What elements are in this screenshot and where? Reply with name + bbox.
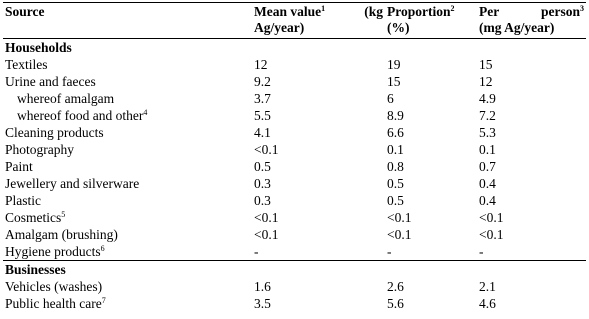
cell-source: Photography <box>5 142 74 157</box>
cell-source: Public health care$^7$ <box>5 296 106 311</box>
cell-mean-value: <0.1 <box>254 210 279 225</box>
cell-per-person: 0.4 <box>479 193 496 208</box>
cell-mean-value: 9.2 <box>254 74 271 89</box>
cell-source: Urine and faeces <box>5 74 96 89</box>
header-mean-value: Mean value$^1$ (kg Ag/year) <box>252 3 385 39</box>
header-per-person: Per person$^3$ (mg Ag/year) <box>477 3 586 39</box>
table-row <box>3 278 586 295</box>
cell-mean-value: 3.5 <box>254 296 271 311</box>
cell-source: Cleaning products <box>5 125 104 140</box>
cell-source: Hygiene products$^6$ <box>5 244 105 259</box>
section-title: Businesses <box>3 261 586 279</box>
cell-per-person: - <box>479 244 484 259</box>
cell-proportion: <0.1 <box>387 210 412 225</box>
cell-per-person: 0.7 <box>479 159 496 174</box>
cell-per-person: <0.1 <box>479 227 504 242</box>
table-row <box>3 141 586 158</box>
cell-proportion: 6 <box>387 91 394 106</box>
cell-proportion: 2.6 <box>387 279 404 294</box>
cell-source: Paint <box>5 159 33 174</box>
cell-mean-value: 3.7 <box>254 91 271 106</box>
cell-mean-value: 0.3 <box>254 176 271 191</box>
cell-per-person: 4.9 <box>479 91 496 106</box>
cell-source: whereof food and other$^4$ <box>17 108 148 123</box>
cell-proportion: 6.6 <box>387 125 404 140</box>
cell-per-person: <0.1 <box>479 210 504 225</box>
table-row <box>3 73 586 90</box>
cell-source: Vehicles (washes) <box>5 279 103 294</box>
cell-mean-value: <0.1 <box>254 227 279 242</box>
table-body <box>3 39 586 313</box>
cell-per-person: 7.2 <box>479 108 496 123</box>
footnote-marker: 6 <box>100 244 105 253</box>
cell-per-person: 5.3 <box>479 125 496 140</box>
table-row <box>3 56 586 73</box>
cell-source: Cosmetics$^5$ <box>5 210 66 225</box>
cell-source: Amalgam (brushing) <box>5 227 118 242</box>
table-row <box>3 243 586 261</box>
table-row <box>3 226 586 243</box>
table-row <box>3 295 586 312</box>
table-row <box>3 192 586 209</box>
header-proportion: Proportion$^2$ (%) <box>385 3 477 39</box>
cell-per-person: 15 <box>479 57 493 72</box>
cell-mean-value: 0.5 <box>254 159 271 174</box>
cell-mean-value: 0.3 <box>254 193 271 208</box>
cell-per-person: 0.1 <box>479 142 496 157</box>
header-source: Source <box>3 3 252 39</box>
table-row <box>3 107 586 124</box>
cell-mean-value: 1.6 <box>254 279 271 294</box>
table-row <box>3 124 586 141</box>
section-row <box>3 261 586 279</box>
cell-per-person: 0.4 <box>479 176 496 191</box>
table-row <box>3 209 586 226</box>
section-row <box>3 39 586 57</box>
table-row <box>3 175 586 192</box>
cell-proportion: 5.6 <box>387 296 404 311</box>
cell-mean-value: - <box>254 244 259 259</box>
cell-source: Textiles <box>5 57 48 72</box>
cell-proportion: - <box>387 244 392 259</box>
cell-source: Plastic <box>5 193 41 208</box>
cell-proportion: 0.1 <box>387 142 404 157</box>
cell-mean-value: <0.1 <box>254 142 279 157</box>
cell-source: Jewellery and silverware <box>5 176 140 191</box>
cell-proportion: <0.1 <box>387 227 412 242</box>
cell-proportion: 15 <box>387 74 401 89</box>
cell-per-person: 12 <box>479 74 493 89</box>
table-row <box>3 90 586 107</box>
cell-mean-value: 5.5 <box>254 108 271 123</box>
cell-per-person: 4.6 <box>479 296 496 311</box>
footnote-marker: 4 <box>143 108 148 117</box>
footnote-marker: 5 <box>61 210 66 219</box>
cell-proportion: 0.5 <box>387 193 404 208</box>
cell-per-person: 2.1 <box>479 279 496 294</box>
section-title: Households <box>3 39 586 57</box>
cell-proportion: 0.5 <box>387 176 404 191</box>
cell-mean-value: 12 <box>254 57 268 72</box>
cell-source: whereof amalgam <box>17 91 115 106</box>
cell-mean-value: 4.1 <box>254 125 271 140</box>
cell-proportion: 0.8 <box>387 159 404 174</box>
footnote-marker: 7 <box>101 296 106 305</box>
silver-sources-table <box>3 2 586 312</box>
cell-proportion: 19 <box>387 57 401 72</box>
table-header-row <box>3 3 586 39</box>
cell-proportion: 8.9 <box>387 108 404 123</box>
table-row <box>3 158 586 175</box>
